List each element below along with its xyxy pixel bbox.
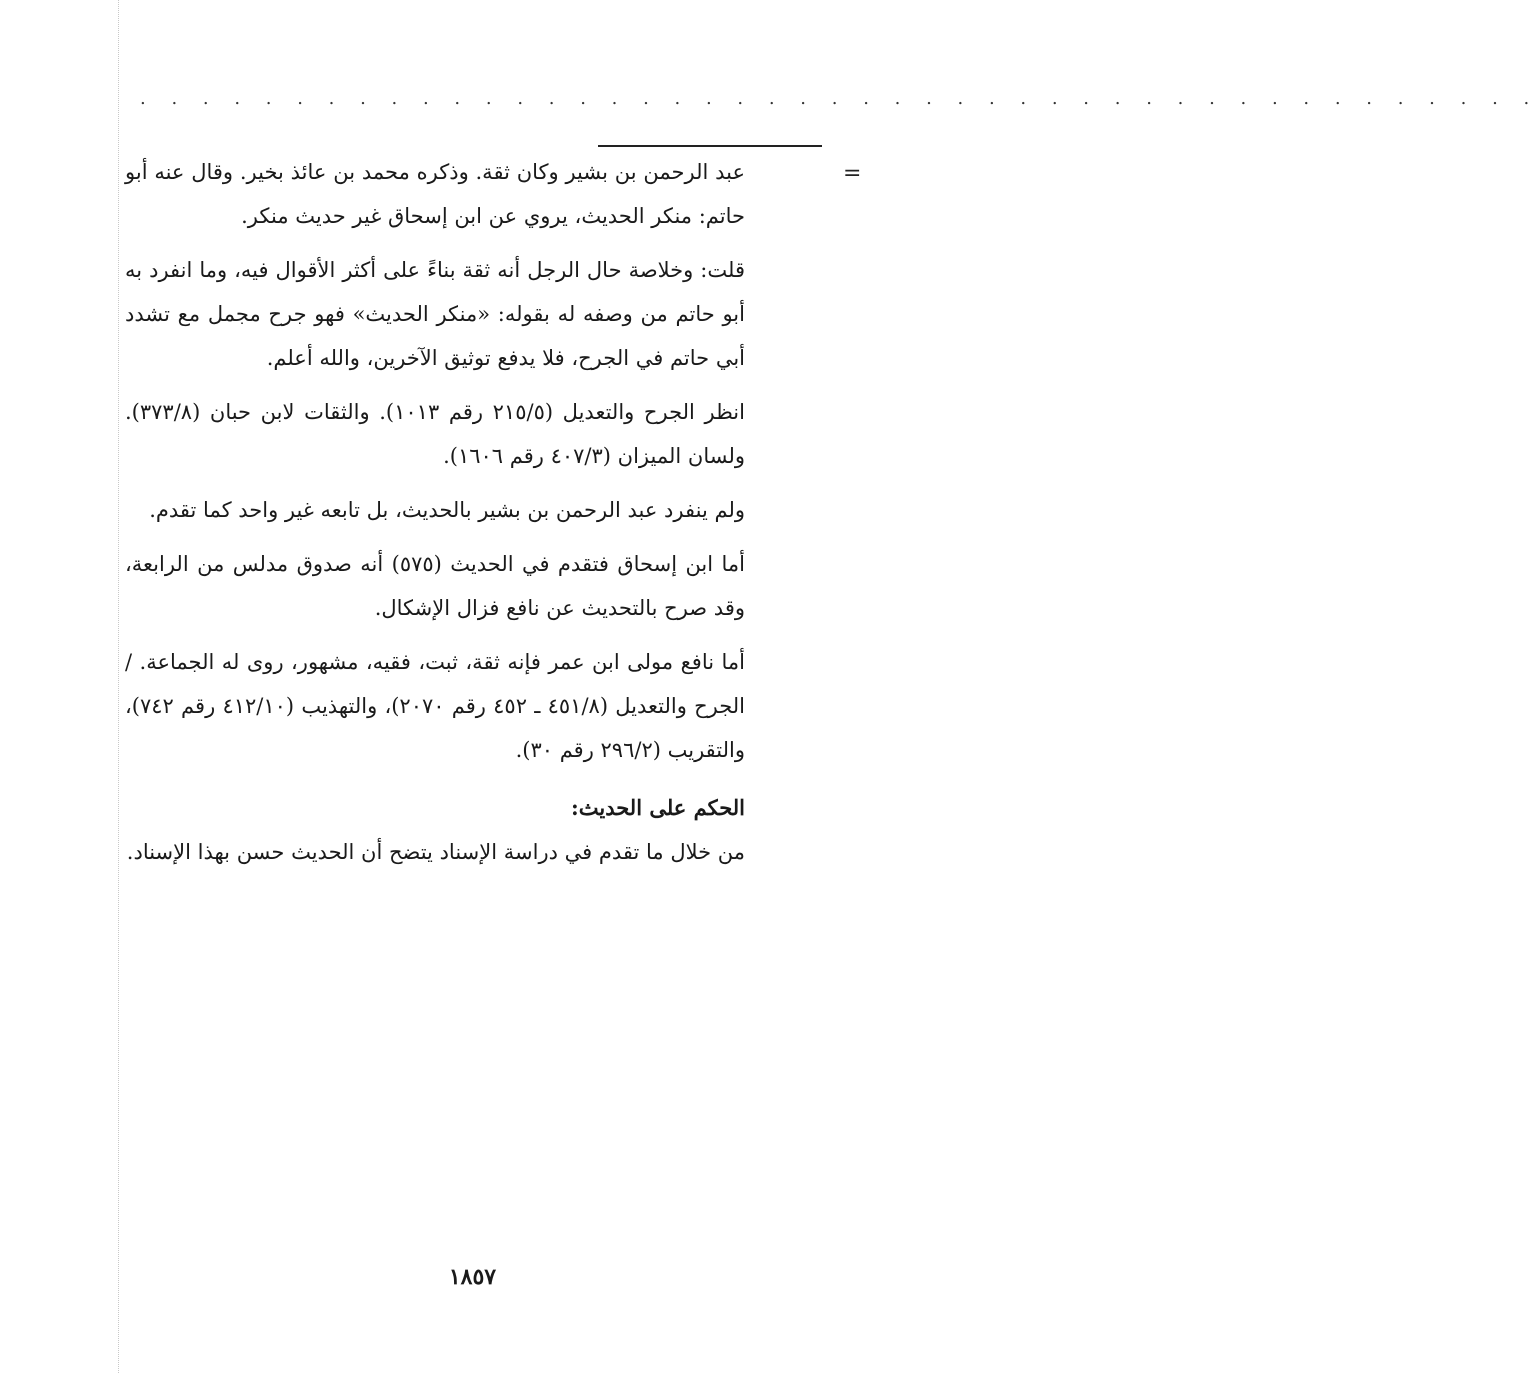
paragraph-references: انظر الجرح والتعديل (٢١٥/٥ رقم ١٠١٣). والثقات لابن حبان (٣٧٣/٨). ولسان الميزان (٤٠٧/٣ رقم ١٦٠٦).	[125, 400, 745, 468]
dotted-separator: . . . . . . . . . . . . . . . . . . . . . . . . . . . . . . . . . . . . . . . . . . . . .	[140, 88, 1539, 109]
continuation-mark: =	[843, 161, 862, 186]
paragraph-ruling: من خلال ما تقدم في دراسة الإسناد يتضح أن الحديث حسن بهذا الإسناد.	[126, 840, 745, 864]
section-heading-ruling: الحكم على الحديث:	[571, 795, 745, 820]
paragraph-conclusion: قلت: وخلاصة حال الرجل أنه ثقة بناءً على أكثر الأقوال فيه، وما انفرد به أبو حاتم من وصفه له بقوله: «منكر الحديث» فهو جرح مجمل مع تشدد أبي حاتم في الجرح، فلا يدفع توثيق الآخرين، والله أعلم.	[125, 258, 745, 370]
page-body	[125, 150, 745, 874]
paragraph-nafi: أما نافع مولى ابن عمر فإنه ثقة، ثبت، فقيه، مشهور، روى له الجماعة. / الجرح والتعديل (٤٥١/٨ ـ ٤٥٢ رقم ٢٠٧٠)، والتهذيب (٤١٢/١٠ رقم ٧٤٢)، والتقريب (٢٩٦/٢ رقم ٣٠).	[125, 650, 745, 762]
margin-guide-line	[118, 0, 119, 1373]
paragraph-narrator-assessment: عبد الرحمن بن بشير وكان ثقة. وذكره محمد بن عائذ بخير. وقال عنه أبو حاتم: منكر الحديث، يروي عن ابن إسحاق غير حديث منكر.	[125, 160, 745, 228]
paragraph-ibn-ishaq: أما ابن إسحاق فتقدم في الحديث (٥٧٥) أنه صدوق مدلس من الرابعة، وقد صرح بالتحديث عن نافع فزال الإشكال.	[125, 552, 745, 620]
footnote-rule	[598, 145, 822, 147]
page-number: ١٨٥٧	[448, 1264, 497, 1290]
paragraph-corroboration: ولم ينفرد عبد الرحمن بن بشير بالحديث، بل تابعه غير واحد كما تقدم.	[149, 498, 745, 522]
